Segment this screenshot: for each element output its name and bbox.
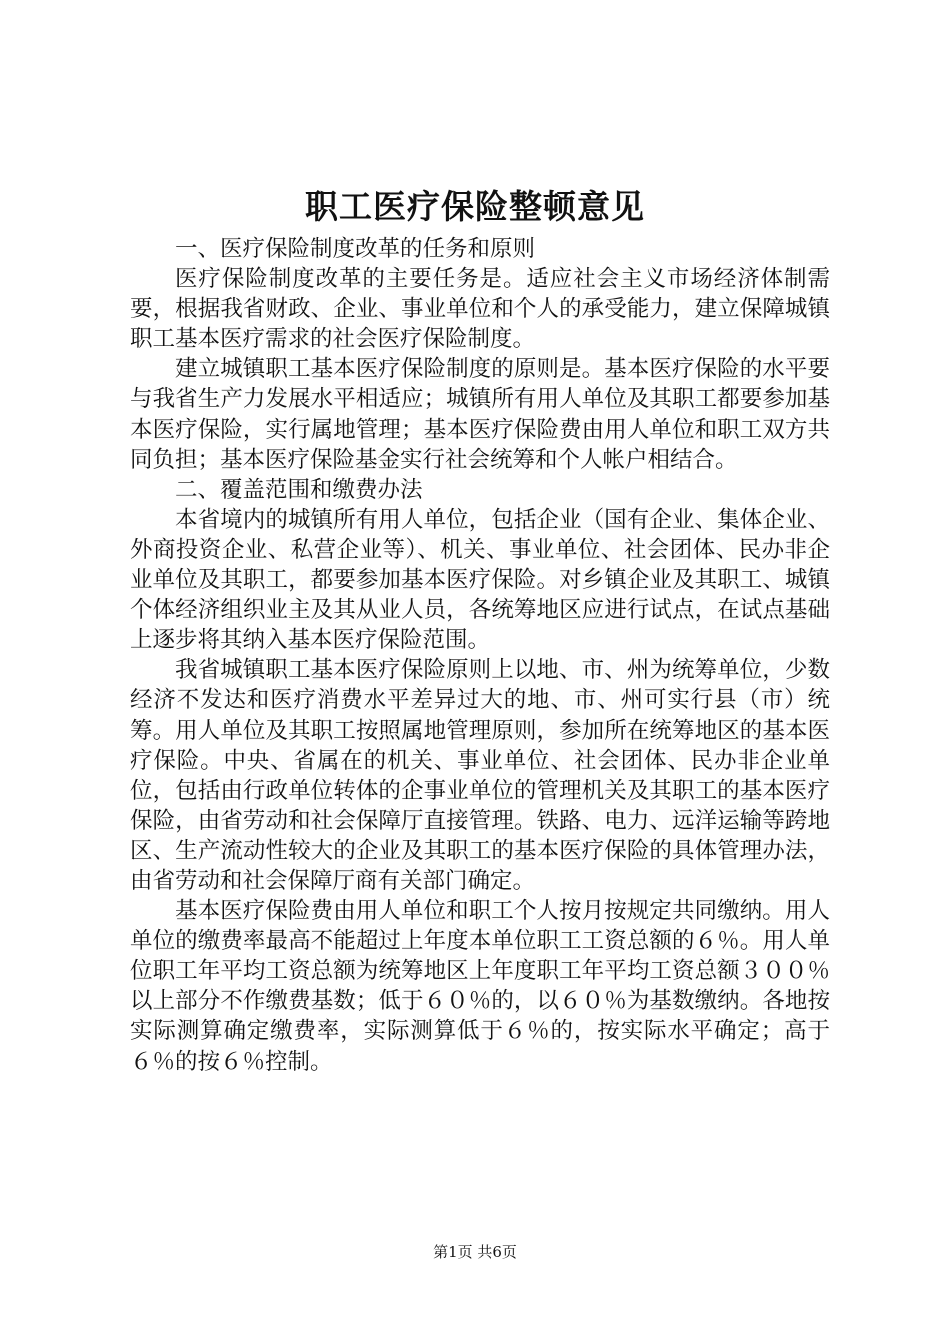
paragraph: 我省城镇职工基本医疗保险原则上以地、市、州为统筹单位，少数经济不发达和医疗消费水平差异过大的地、市、州可实行县（市）统筹。用人单位及其职工按照属地管理原则，参加所在统筹地区的基本医疗保险。中央、省属在的机关、事业单位、社会团体、民办非企业单位，包括由行政单位转体的企事业单位的管理机关及其职工的基本医疗保险，由省劳动和社会保障厅直接管理。铁路、电力、远洋运输等跨地区、生产流动性较大的企业及其职工的基本医疗保险的具体管理办法，由省劳动和社会保障厅商有关部门确定。 [130,657,830,894]
paragraph: 基本医疗保险费由用人单位和职工个人按月按规定共同缴纳。用人单位的缴费率最高不能超过上年度本单位职工工资总额的６％。用人单位职工年平均工资总额为统筹地区上年度职工年平均工资总额３００％以上部分不作缴费基数；低于６０％的，以６０％为基数缴纳。各地按实际测算确定缴费率，实际测算低于６％的，按实际水平确定；高于６％的按６％控制。 [130,898,830,1075]
document-title: 职工医疗保险整顿意见 [305,187,645,226]
section-heading: 二、覆盖范围和缴费办法 [175,476,423,503]
section-heading: 一、医疗保险制度改革的任务和原则 [175,236,536,262]
page-number: 第1页 共6页 [433,1243,517,1261]
paragraph: 本省境内的城镇所有用人单位，包括企业（国有企业、集体企业、外商投资企业、私营企业等）、机关、事业单位、社会团体、民办非企业单位及其职工，都要参加基本医疗保险。对乡镇企业及其职工、城镇个体经济组织业主及其从业人员，各统筹地区应进行试点，在试点基础上逐步将其纳入基本医疗保险范围。 [130,506,830,654]
document-body [130,234,830,1077]
paragraph: 建立城镇职工基本医疗保险制度的原则是。基本医疗保险的水平要与我省生产力发展水平相适应；城镇所有用人单位及其职工都要参加基本医疗保险，实行属地管理；基本医疗保险费由用人单位和职工双方共同负担；基本医疗保险基金实行社会统筹和个人帐户相结合。 [130,356,830,473]
paragraph: 医疗保险制度改革的主要任务是。适应社会主义市场经济体制需要，根据我省财政、企业、事业单位和个人的承受能力，建立保障城镇职工基本医疗需求的社会医疗保险制度。 [130,266,830,353]
